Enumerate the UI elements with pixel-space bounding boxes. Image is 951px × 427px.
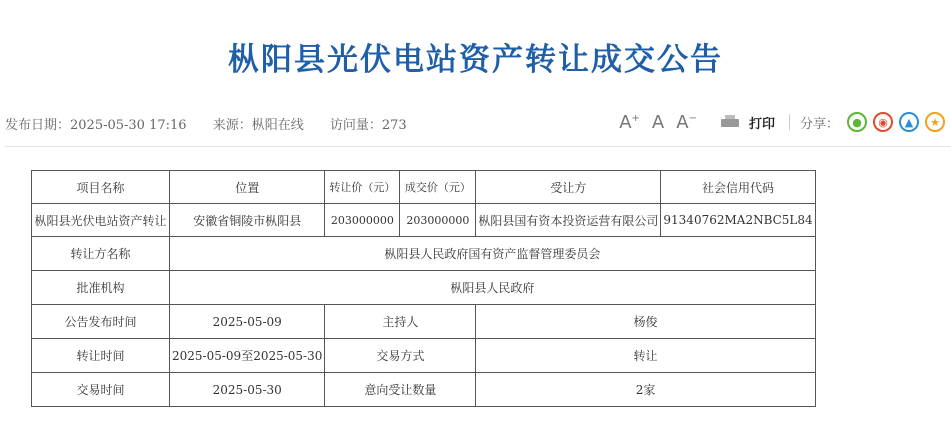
- table-label-cell: 批准机构: [32, 271, 170, 305]
- publish-date: 发布日期：2025-05-30 17:16: [5, 118, 187, 133]
- font-decrease-label: A: [676, 111, 689, 133]
- table-cell: 91340762MA2NBC5L84: [661, 204, 815, 237]
- article-toolbar: [619, 108, 951, 136]
- announcement-table: [31, 170, 816, 407]
- view-count: 访问量：273: [329, 118, 407, 133]
- printer-icon[interactable]: [721, 115, 739, 129]
- table-value-cell: 2025-05-30: [170, 373, 325, 407]
- table-label-cell: 主持人: [325, 305, 476, 339]
- table-row: [32, 237, 816, 271]
- table-header-cell: 项目名称: [32, 171, 170, 204]
- table-value-cell: 枞阳县人民政府: [170, 271, 816, 305]
- table-header-cell: 转让价（元）: [325, 171, 400, 204]
- table-row: [32, 339, 816, 373]
- table-header-cell: 成交价（元）: [400, 171, 476, 204]
- font-decrease-button[interactable]: [676, 112, 697, 133]
- table-label-cell: 公告发布时间: [32, 305, 170, 339]
- meta-divider: [5, 146, 951, 147]
- table-value-cell: 2家: [476, 373, 815, 407]
- page-title: 枞阳县光伏电站资产转让成交公告: [228, 42, 723, 78]
- qzone-icon[interactable]: ★: [925, 112, 945, 132]
- table-row: [32, 373, 816, 407]
- table-cell: 203000000: [325, 204, 400, 237]
- wechat-icon[interactable]: ●: [847, 112, 867, 132]
- table-label-cell: 转让方名称: [32, 237, 170, 271]
- table-value-cell: 枞阳县人民政府国有资产监督管理委员会: [170, 237, 816, 271]
- table-header-row: [32, 171, 816, 204]
- table-label-cell: 交易方式: [325, 339, 476, 373]
- weibo-icon[interactable]: ◉: [873, 112, 893, 132]
- table-cell: 枞阳县国有资本投资运营有限公司: [476, 204, 661, 237]
- table-cell: 安徽省铜陵市枞阳县: [170, 204, 325, 237]
- article-meta: [5, 114, 429, 133]
- font-increase-button[interactable]: [619, 112, 640, 133]
- qq-icon[interactable]: ▲: [899, 112, 919, 132]
- print-button[interactable]: 打印: [748, 116, 775, 132]
- table-label-cell: 意向受让数量: [325, 373, 476, 407]
- table-row: [32, 204, 816, 237]
- share-label: 分享：: [799, 116, 839, 132]
- font-increase-label: A: [619, 111, 632, 133]
- font-reset-button[interactable]: A: [651, 111, 665, 133]
- toolbar-divider: [789, 114, 790, 130]
- plus-icon: +: [631, 112, 640, 124]
- minus-icon: −: [688, 112, 697, 124]
- table-header-cell: 受让方: [476, 171, 661, 204]
- source: 来源：枞阳在线: [212, 118, 304, 133]
- table-cell: 枞阳县光伏电站资产转让: [32, 204, 170, 237]
- table-label-cell: 转让时间: [32, 339, 170, 373]
- table-value-cell: 2025-05-09: [170, 305, 325, 339]
- table-value-cell: 转让: [476, 339, 815, 373]
- table-row: [32, 271, 816, 305]
- table-header-cell: 位置: [170, 171, 325, 204]
- table-cell: 203000000: [400, 204, 476, 237]
- table-row: [32, 305, 816, 339]
- table-value-cell: 2025-05-09至2025-05-30: [170, 339, 325, 373]
- table-header-cell: 社会信用代码: [661, 171, 815, 204]
- table-label-cell: 交易时间: [32, 373, 170, 407]
- table-value-cell: 杨俊: [476, 305, 815, 339]
